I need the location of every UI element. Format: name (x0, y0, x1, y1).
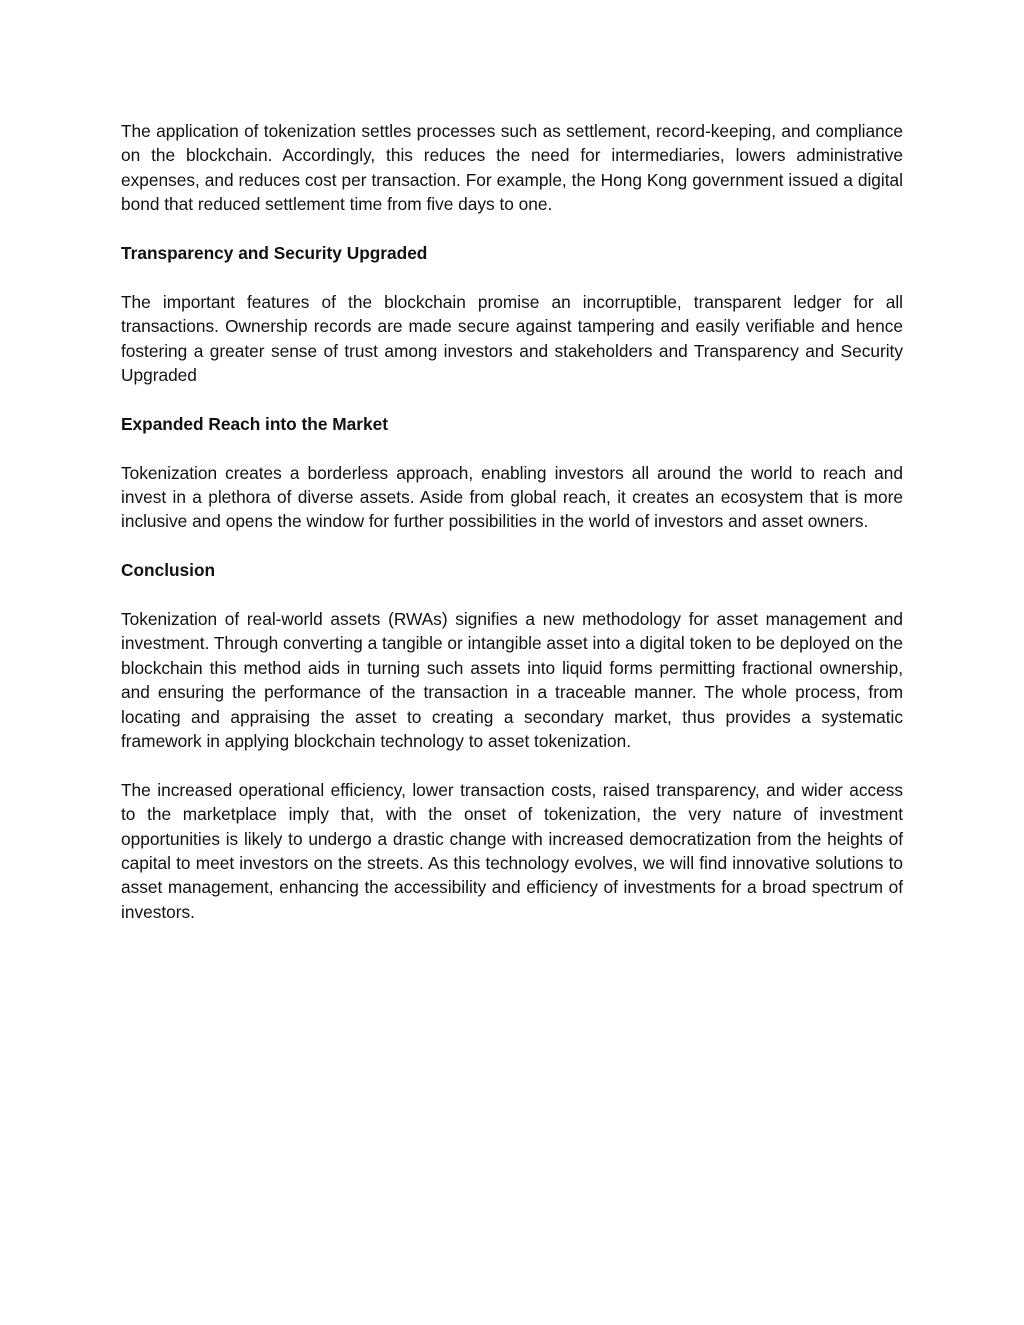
intro-paragraph: The application of tokenization settles processes such as settlement, record-keeping, and compliance on the blockchain. Accordingly, this reduces the need for intermediaries, lowers administrative expenses, and reduces cost per transaction. For example, the Hong Kong government issued a digital bond that reduced settlement time from five days to one. (121, 121, 903, 215)
section-heading-transparency: Transparency and Security Upgraded (121, 243, 428, 264)
section-paragraph-expanded-reach: Tokenization creates a borderless approach, enabling investors all around the world to reach and invest in a plethora of diverse assets. Aside from global reach, it creates an ecosystem that is more inclusive and opens the window for further possibilities in the world of investors and asset owners. (121, 462, 903, 532)
section-heading-expanded-reach: Expanded Reach into the Market (121, 413, 388, 434)
section-paragraph-transparency: The important features of the blockchain promise an incorruptible, transparent ledger for all transactions. Ownership records are made secure against tampering and easily verifiable and hence fostering a greater sense of trust among investors and stakeholders and Transparency and Security Upgraded (121, 291, 903, 386)
conclusion-paragraph-1: Tokenization of real-world assets (RWAs) signifies a new methodology for asset management and investment. Through converting a tangible or intangible asset into a digital token to be deployed on the blockchain this method aids in turning such assets into liquid forms permitting fractional ownership, and ensuring the performance of the transaction in a traceable manner. The whole process, from locating and appraising the asset to creating a secondary market, thus provides a systematic framework in applying blockchain technology to asset tokenization. (121, 609, 903, 752)
conclusion-paragraph-2: The increased operational efficiency, lower transaction costs, raised transparency, and wider access to the marketplace imply that, with the onset of tokenization, the very nature of investment opportunities is likely to undergo a drastic change with increased democratization from the heights of capital to meet investors on the streets. As this technology evolves, we will find innovative solutions to asset management, enhancing the accessibility and efficiency of investments for a broad spectrum of investors. (121, 779, 903, 922)
section-heading-conclusion: Conclusion (121, 560, 216, 581)
document-page (121, 119, 903, 949)
